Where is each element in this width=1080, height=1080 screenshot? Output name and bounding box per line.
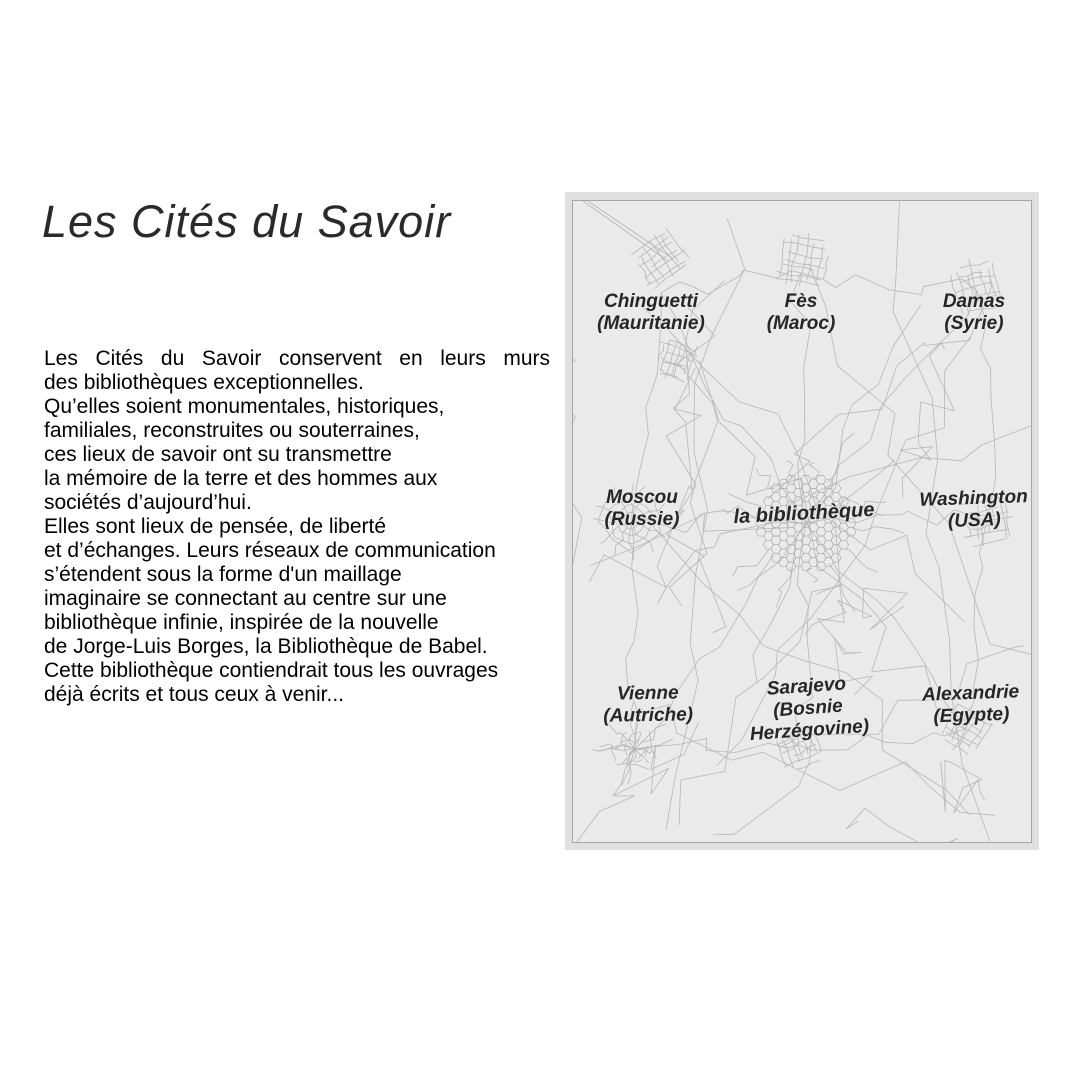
city-country: (Autriche) (603, 704, 694, 727)
page-title: Les Cités du Savoir (42, 196, 452, 247)
map-image (572, 200, 1032, 843)
city-country: (Russie) (604, 509, 680, 530)
paragraph-line: s’étendent sous la forme d'un maillage (44, 563, 402, 586)
city-name: Chinguetti (604, 291, 698, 312)
map-city-label-alexandrie (922, 681, 1021, 728)
city-name: Vienne (616, 682, 679, 705)
paragraph-line: familiales, reconstruites ou souterraines, (44, 419, 420, 442)
map-city-label-washington (919, 486, 1029, 534)
paragraph-line: la mémoire de la terre et des hommes aux (44, 467, 438, 490)
city-name: Moscou (606, 487, 678, 508)
paragraph-line: sociétés d’aujourd’hui. (44, 491, 252, 514)
city-country: (Syrie) (944, 313, 1004, 334)
city-country: (USA) (947, 509, 1002, 532)
paragraph-line: et d’échanges. Leurs réseaux de communication (44, 539, 496, 562)
city-country: (Mauritanie) (597, 313, 705, 334)
paragraph-line: Les Cités du Savoir conservent en leurs murs (44, 347, 550, 370)
paragraph-line: Cette bibliothèque contiendrait tous les ouvrages (44, 659, 499, 682)
paragraph-line: Elles sont lieux de pensée, de liberté (44, 515, 387, 538)
map-city-label-vienne (603, 682, 693, 728)
city-name: Alexandrie (921, 681, 1020, 706)
map-city-label-sarajevo (736, 671, 880, 747)
paragraph-line: Qu’elles soient monumentales, historiques, (44, 395, 445, 418)
city-name: Sarajevo (766, 673, 847, 700)
map-center-label: la bibliothèque (732, 498, 876, 529)
city-country: (Maroc) (766, 313, 836, 334)
map-city-label-chinguetti (597, 291, 705, 335)
map-city-label-fes (767, 291, 836, 335)
paragraph-line: ces lieux de savoir ont su transmettre (44, 443, 392, 466)
paragraph-line: déjà écrits et tous ceux à venir... (44, 683, 344, 706)
intro-paragraph (44, 347, 550, 707)
city-country: (Bosnie Herzégovine) (749, 695, 870, 746)
map-city-label-moscou (605, 487, 680, 531)
paragraph-line: bibliothèque infinie, inspirée de la nouvelle (44, 611, 439, 634)
city-name: Damas (942, 291, 1006, 312)
city-name: Washington (919, 486, 1029, 511)
paragraph-line: de Jorge-Luis Borges, la Bibliothèque de Babel. (44, 635, 488, 658)
city-name: Fès (784, 291, 818, 312)
paragraph-line: des bibliothèques exceptionnelles. (44, 371, 364, 394)
map-city-label-damas (943, 291, 1005, 335)
map-figure (565, 192, 1039, 850)
city-country: (Egypte) (933, 703, 1010, 728)
paragraph-line: imaginaire se connectant au centre sur une (44, 587, 447, 610)
